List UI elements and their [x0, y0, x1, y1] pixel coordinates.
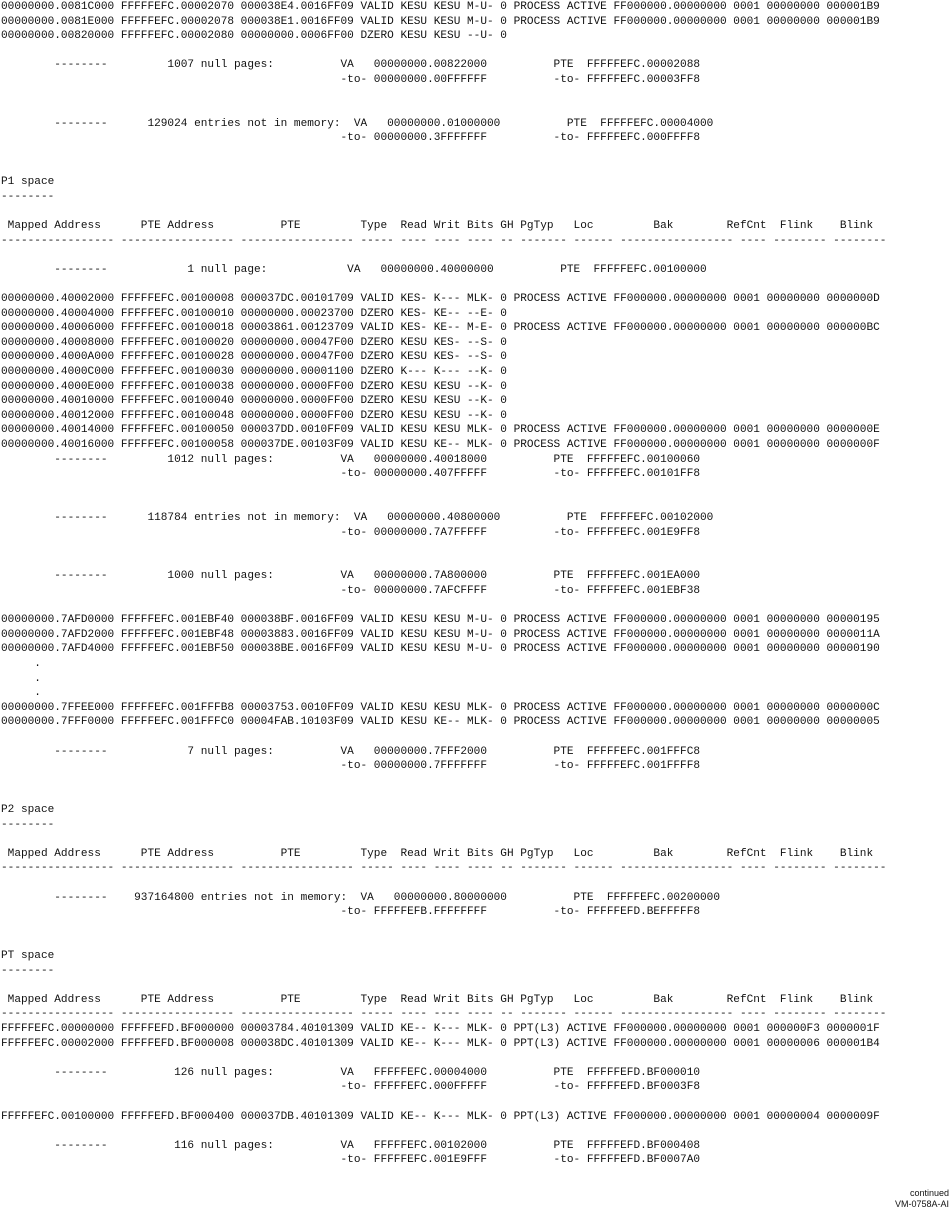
listing-line: Mapped Address PTE Address PTE Type Read Writ Bits GH PgTyp Loc Bak RefCnt Flink Blink	[1, 847, 874, 860]
listing-line: ----------------- ----------------- ----------------- ----- ---- ---- ---- -- ------- ------ ----------------- ---- -------- --------	[1, 862, 887, 875]
listing-line: PT space	[1, 950, 55, 962]
listing-line: 00000000.7FFF0000 FFFFFEFC.001FFFC0 00004FAB.10103F09 VALID KESU KE-- MLK- 0 PROCESS ACTIVE FF000000.00000000 0001 00000000 00000005	[1, 716, 880, 729]
listing-line: -to- 00000000.7A7FFFFF -to- FFFFFEFC.001E9FF8	[1, 526, 701, 539]
listing-line: -------- 116 null pages: VA FFFFFEFC.00102000 PTE FFFFFEFD.BF000408	[1, 1139, 701, 1152]
listing-line: 00000000.4000A000 FFFFFEFC.00100028 00000000.00047F00 DZERO KESU KES- --S- 0	[1, 351, 507, 364]
listing-line: 00000000.40014000 FFFFFEFC.00100050 000037DD.0010FF09 VALID KESU KESU MLK- 0 PROCESS ACTIVE FF000000.00000000 0001 00000000 0000000E	[1, 424, 880, 437]
listing-line: .	[1, 672, 41, 685]
listing-line: FFFFFEFC.00100000 FFFFFEFD.BF000400 000037DB.40101309 VALID KE-- K--- MLK- 0 PPT(L3) ACTIVE FF000000.00000000 0001 00000004 0000009F	[1, 1110, 880, 1123]
listing-line: --------	[1, 818, 55, 831]
listing-line: -to- 00000000.3FFFFFFF -to- FFFFFEFC.000FFFF8	[1, 132, 701, 145]
listing-line: 00000000.40012000 FFFFFEFC.00100048 00000000.0000FF00 DZERO KESU KESU --K- 0	[1, 409, 507, 422]
listing-line: 00000000.7AFD2000 FFFFFEFC.001EBF48 00003883.0016FF09 VALID KESU KESU M-U- 0 PROCESS ACTIVE FF000000.00000000 0001 00000000 0000011A	[1, 628, 880, 641]
listing-line: .	[1, 658, 41, 670]
listing-line: -------- 126 null pages: VA FFFFFEFC.00004000 PTE FFFFFEFD.BF000010	[1, 1066, 701, 1079]
figure-id: VM-0758A-AI	[894, 1198, 949, 1209]
listing-line: 00000000.40004000 FFFFFEFC.00100010 00000000.00023700 DZERO KES- KE-- --E- 0	[1, 307, 507, 320]
listing-line: FFFFFEFC.00000000 FFFFFEFD.BF000000 00003784.40101309 VALID KE-- K--- MLK- 0 PPT(L3) ACTIVE FF000000.00000000 0001 000000F3 0000001F	[1, 1023, 880, 1035]
listing-line: -------- 1007 null pages: VA 00000000.00822000 PTE FFFFFEFC.00002088	[1, 59, 701, 72]
listing-line: 00000000.4000E000 FFFFFEFC.00100038 00000000.0000FF00 DZERO KESU KESU --K- 0	[1, 380, 507, 393]
listing-line: -to- FFFFFEFC.000FFFFF -to- FFFFFEFD.BF0003F8	[1, 1081, 701, 1094]
listing-line: 00000000.4000C000 FFFFFEFC.00100030 00000000.00001100 DZERO K--- K--- --K- 0	[1, 366, 507, 378]
listing-line: -to- FFFFFEFC.001E9FFF -to- FFFFFEFD.BF0007A0	[1, 1154, 701, 1167]
listing-line: -------- 118784 entries not in memory: VA 00000000.40800000 PTE FFFFFEFC.00102000	[1, 512, 714, 524]
listing-line: -------- 1000 null pages: VA 00000000.7A800000 PTE FFFFFEFC.001EA000	[1, 570, 701, 583]
listing-line: Mapped Address PTE Address PTE Type Read Writ Bits GH PgTyp Loc Bak RefCnt Flink Blink	[1, 220, 874, 232]
listing-line: -------- 7 null pages: VA 00000000.7FFF2000 PTE FFFFFEFC.001FFFC8	[1, 745, 701, 758]
listing-line: 00000000.00820000 FFFFFEFC.00002080 00000000.0006FF00 DZERO KESU KESU --U- 0	[1, 30, 507, 43]
listing-line: FFFFFEFC.00002000 FFFFFEFD.BF000008 000038DC.40101309 VALID KE-- K--- MLK- 0 PPT(L3) ACTIVE FF000000.00000000 0001 00000006 000001B4	[1, 1037, 880, 1050]
listing-line: 00000000.7AFD4000 FFFFFEFC.001EBF50 000038BE.0016FF09 VALID KESU KESU M-U- 0 PROCESS ACTIVE FF000000.00000000 0001 00000000 00000190	[1, 643, 880, 656]
listing-line: -------- 937164800 entries not in memory: VA 00000000.80000000 PTE FFFFFEFC.00200000	[1, 891, 720, 904]
listing-line: .	[1, 687, 41, 700]
listing-line: 00000000.7AFD0000 FFFFFEFC.001EBF40 000038BF.0016FF09 VALID KESU KESU M-U- 0 PROCESS ACTIVE FF000000.00000000 0001 00000000 00000195	[1, 614, 880, 627]
listing-line: -to- 00000000.7AFCFFFF -to- FFFFFEFC.001EBF38	[1, 585, 701, 597]
listing-line: P2 space	[1, 804, 55, 816]
listing-line: P1 space	[1, 176, 55, 189]
listing-line: -to- 00000000.00FFFFFF -to- FFFFFEFC.00003FF8	[1, 74, 701, 86]
listing-line: -to- 00000000.407FFFFF -to- FFFFFEFC.00101FF8	[1, 468, 701, 481]
listing-line: --------	[1, 964, 55, 977]
listing-line: --------	[1, 190, 55, 203]
listing-line: 00000000.7FFEE000 FFFFFEFC.001FFFB8 00003753.0010FF09 VALID KESU KESU MLK- 0 PROCESS ACTIVE FF000000.00000000 0001 00000000 0000000C	[1, 701, 880, 714]
listing-line: 00000000.40016000 FFFFFEFC.00100058 000037DE.00103F09 VALID KESU KE-- MLK- 0 PROCESS ACTIVE FF000000.00000000 0001 00000000 0000000F	[1, 439, 880, 451]
listing-line: 00000000.40002000 FFFFFEFC.00100008 000037DC.00101709 VALID KES- K--- MLK- 0 PROCESS ACTIVE FF000000.00000000 0001 00000000 0000000D	[1, 293, 880, 305]
listing-line: -------- 1012 null pages: VA 00000000.40018000 PTE FFFFFEFC.00100060	[1, 453, 701, 466]
listing-line: ----------------- ----------------- ----------------- ----- ---- ---- ---- -- ------- ------ ----------------- ---- -------- --------	[1, 234, 887, 247]
listing-line: -to- FFFFFEFB.FFFFFFFF -to- FFFFFEFD.BEFFFFF8	[1, 906, 701, 919]
listing-line: 00000000.0081E000 FFFFFEFC.00002078 000038E1.0016FF09 VALID KESU KESU M-U- 0 PROCESS ACTIVE FF000000.00000000 0001 00000000 000001B9	[1, 15, 880, 28]
listing-line: -------- 1 null page: VA 00000000.40000000 PTE FFFFFEFC.00100000	[1, 263, 707, 276]
continued-label: continued	[909, 1188, 949, 1198]
listing-line: ----------------- ----------------- ----------------- ----- ---- ---- ---- -- ------- ------ ----------------- ---- -------- --------	[1, 1008, 887, 1021]
listing-line: 00000000.40006000 FFFFFEFC.00100018 00003861.00123709 VALID KES- KE-- M-E- 0 PROCESS ACTIVE FF000000.00000000 0001 00000000 000000BC	[1, 322, 880, 335]
listing-line: -to- 00000000.7FFFFFFF -to- FFFFFEFC.001FFFF8	[1, 760, 701, 773]
listing-line: 00000000.0081C000 FFFFFEFC.00002070 000038E4.0016FF09 VALID KESU KESU M-U- 0 PROCESS ACTIVE FF000000.00000000 0001 00000000 000001B9	[1, 1, 880, 13]
listing-line: -------- 129024 entries not in memory: VA 00000000.01000000 PTE FFFFFEFC.00004000	[1, 117, 714, 130]
listing-line: 00000000.40008000 FFFFFEFC.00100020 00000000.00047F00 DZERO KESU KES- --S- 0	[1, 336, 507, 349]
figure-tag	[895, 1188, 949, 1209]
listing-line: 00000000.40010000 FFFFFEFC.00100040 00000000.0000FF00 DZERO KESU KESU --K- 0	[1, 395, 507, 408]
listing-line: Mapped Address PTE Address PTE Type Read Writ Bits GH PgTyp Loc Bak RefCnt Flink Blink	[1, 993, 874, 1006]
